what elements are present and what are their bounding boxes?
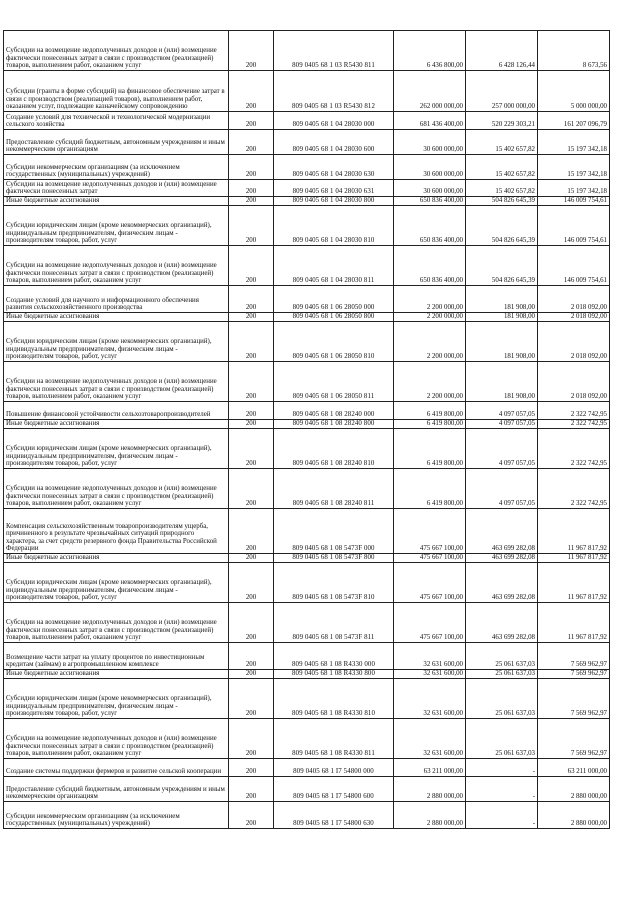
row-approved-cell: 30 600 000,00 <box>394 130 466 155</box>
row-executed-cell: 25 061 637,03 <box>466 719 538 759</box>
row-name-cell: Субсидии юридическим лицам (кроме некоммерческих организаций), индивидуальным предпринимателям, физическим лицам - производителям товаров, работ, услуг <box>4 322 229 362</box>
row-approved-cell: 475 667 100,00 <box>394 509 466 554</box>
row-name-cell: Иные бюджетные ассигнования <box>4 554 229 563</box>
row-approved-cell: 650 836 400,00 <box>394 206 466 246</box>
row-approved-cell: 475 667 100,00 <box>394 563 466 603</box>
row-executed-cell: 181 908,00 <box>466 286 538 313</box>
row-name-cell: Субсидии на возмещение недополученных доходов и (или) возмещение фактически понесенных затрат в связи с производством (реализацией) товаров, выполнением работ, оказанием услуг <box>4 362 229 402</box>
row-unexecuted-cell: 7 569 962,97 <box>538 679 610 719</box>
row-approved-cell: 475 667 100,00 <box>394 554 466 563</box>
table-row <box>4 130 610 155</box>
row-code-cell: 200 <box>229 554 274 563</box>
row-approved-cell: 63 211 000,00 <box>394 759 466 777</box>
table-row <box>4 759 610 777</box>
row-unexecuted-cell: 2 322 742,95 <box>538 429 610 469</box>
row-code-cell: 200 <box>229 313 274 322</box>
row-executed-cell: 181 908,00 <box>466 322 538 362</box>
row-executed-cell: 504 826 645,39 <box>466 206 538 246</box>
row-name-cell: Создание системы поддержки фермеров и развитие сельской кооперации <box>4 759 229 777</box>
row-executed-cell: 181 908,00 <box>466 313 538 322</box>
row-budget-code-cell: 809 0405 68 1 03 R5430 811 <box>274 31 394 71</box>
table-row <box>4 563 610 603</box>
table-row <box>4 180 610 197</box>
row-code-cell: 200 <box>229 679 274 719</box>
row-name-cell: Субсидии на возмещение недополученных доходов и (или) возмещение фактически понесенных затрат в связи с производством (реализацией) товаров, выполнением работ, оказанием услуг <box>4 603 229 643</box>
row-budget-code-cell: 809 0405 68 1 08 5473F 800 <box>274 554 394 563</box>
row-unexecuted-cell: 15 197 342,18 <box>538 130 610 155</box>
row-budget-code-cell: 809 0405 68 1 04 28030 811 <box>274 246 394 286</box>
row-budget-code-cell: 809 0405 68 1 06 28050 811 <box>274 362 394 402</box>
row-executed-cell: 504 826 645,39 <box>466 197 538 206</box>
row-name-cell: Предоставление субсидий бюджетным, автономным учреждениям и иным некоммерческим организациям <box>4 777 229 802</box>
row-name-cell: Субсидии некоммерческим организациям (за исключением государственных (муниципальных) учреждений) <box>4 802 229 829</box>
row-approved-cell: 32 631 600,00 <box>394 670 466 679</box>
row-budget-code-cell: 809 0405 68 1 04 28030 000 <box>274 112 394 130</box>
row-unexecuted-cell: 2 322 742,95 <box>538 402 610 420</box>
table-row <box>4 719 610 759</box>
row-name-cell: Субсидии на возмещение недополученных доходов и (или) возмещение фактически понесенных затрат в связи с производством (реализацией) товаров, выполнением работ, оказанием услуг <box>4 31 229 71</box>
budget-execution-table <box>3 30 610 829</box>
row-budget-code-cell: 809 0405 68 1 06 28050 000 <box>274 286 394 313</box>
row-code-cell: 200 <box>229 112 274 130</box>
row-approved-cell: 2 200 000,00 <box>394 362 466 402</box>
row-name-cell: Субсидии (гранты в форме субсидий) на финансовое обеспечение затрат в связи с производством (реализацией товаров), выполнением работ, оказанием услуг, подлежащие казначейскому сопровождению <box>4 71 229 112</box>
row-executed-cell: 463 699 282,08 <box>466 603 538 643</box>
row-name-cell: Субсидии на возмещение недополученных доходов и (или) возмещение фактически понесенных затрат <box>4 180 229 197</box>
table-row <box>4 246 610 286</box>
row-budget-code-cell: 809 0405 68 1 03 R5430 812 <box>274 71 394 112</box>
row-code-cell: 200 <box>229 509 274 554</box>
table-row <box>4 670 610 679</box>
row-budget-code-cell: 809 0405 68 1 08 R4330 810 <box>274 679 394 719</box>
row-name-cell: Субсидии на возмещение недополученных доходов и (или) возмещение фактически понесенных затрат в связи с производством (реализацией) товаров, выполнением работ, оказанием услуг <box>4 246 229 286</box>
row-approved-cell: 6 419 800,00 <box>394 469 466 509</box>
row-code-cell: 200 <box>229 643 274 670</box>
table-row <box>4 509 610 554</box>
row-unexecuted-cell: 146 009 754,61 <box>538 206 610 246</box>
row-code-cell: 200 <box>229 71 274 112</box>
table-row <box>4 402 610 420</box>
row-unexecuted-cell: 7 569 962,97 <box>538 670 610 679</box>
row-budget-code-cell: 809 0405 68 1 06 28050 810 <box>274 322 394 362</box>
row-executed-cell: 25 061 637,03 <box>466 679 538 719</box>
row-name-cell: Иные бюджетные ассигнования <box>4 313 229 322</box>
row-executed-cell: 504 826 645,39 <box>466 246 538 286</box>
row-budget-code-cell: 809 0405 68 1 04 28030 810 <box>274 206 394 246</box>
row-executed-cell: 6 428 126,44 <box>466 31 538 71</box>
row-approved-cell: 6 419 800,00 <box>394 420 466 429</box>
row-unexecuted-cell: 15 197 342,18 <box>538 155 610 180</box>
table-row <box>4 420 610 429</box>
row-approved-cell: 30 600 000,00 <box>394 180 466 197</box>
row-budget-code-cell: 809 0405 68 1 I7 54800 600 <box>274 777 394 802</box>
row-unexecuted-cell: 7 569 962,97 <box>538 643 610 670</box>
row-budget-code-cell: 809 0405 68 1 08 28240 000 <box>274 402 394 420</box>
row-code-cell: 200 <box>229 429 274 469</box>
row-approved-cell: 32 631 600,00 <box>394 679 466 719</box>
row-budget-code-cell: 809 0405 68 1 04 28030 630 <box>274 155 394 180</box>
table-row <box>4 31 610 71</box>
row-approved-cell: 2 200 000,00 <box>394 322 466 362</box>
row-code-cell: 200 <box>229 402 274 420</box>
row-code-cell: 200 <box>229 420 274 429</box>
row-approved-cell: 262 000 000,00 <box>394 71 466 112</box>
row-budget-code-cell: 809 0405 68 1 I7 54800 630 <box>274 802 394 829</box>
row-executed-cell: 15 402 657,82 <box>466 155 538 180</box>
row-code-cell: 200 <box>229 802 274 829</box>
row-executed-cell: 25 061 637,03 <box>466 643 538 670</box>
row-unexecuted-cell: 2 322 742,95 <box>538 420 610 429</box>
row-unexecuted-cell: 2 880 000,00 <box>538 802 610 829</box>
row-unexecuted-cell: 11 967 817,92 <box>538 554 610 563</box>
table-row <box>4 362 610 402</box>
row-name-cell: Предоставление субсидий бюджетным, автономным учреждениям и иным некоммерческим организациям <box>4 130 229 155</box>
row-executed-cell: 4 097 057,05 <box>466 420 538 429</box>
row-code-cell: 200 <box>229 603 274 643</box>
row-code-cell: 200 <box>229 197 274 206</box>
table-row <box>4 643 610 670</box>
row-executed-cell: 4 097 057,05 <box>466 429 538 469</box>
row-name-cell: Субсидии на возмещение недополученных доходов и (или) возмещение фактически понесенных затрат в связи с производством (реализацией) товаров, выполнением работ, оказанием услуг <box>4 719 229 759</box>
row-budget-code-cell: 809 0405 68 1 04 28030 800 <box>274 197 394 206</box>
row-unexecuted-cell: 11 967 817,92 <box>538 509 610 554</box>
row-executed-cell: 4 097 057,05 <box>466 402 538 420</box>
row-name-cell: Субсидии на возмещение недополученных доходов и (или) возмещение фактически понесенных затрат в связи с производством (реализацией) товаров, выполнением работ, оказанием услуг <box>4 469 229 509</box>
row-approved-cell: 2 880 000,00 <box>394 777 466 802</box>
row-unexecuted-cell: 63 211 000,00 <box>538 759 610 777</box>
row-budget-code-cell: 809 0405 68 1 04 28030 631 <box>274 180 394 197</box>
table-row <box>4 197 610 206</box>
row-unexecuted-cell: 146 009 754,61 <box>538 197 610 206</box>
table-row <box>4 71 610 112</box>
table-row <box>4 322 610 362</box>
row-name-cell: Субсидии юридическим лицам (кроме некоммерческих организаций), индивидуальным предпринимателям, физическим лицам - производителям товаров, работ, услуг <box>4 679 229 719</box>
row-name-cell: Повышение финансовой устойчивости сельхозтоваропроизводителей <box>4 402 229 420</box>
row-unexecuted-cell: 11 967 817,92 <box>538 563 610 603</box>
row-name-cell: Создание условий для научного и информационного обеспечения развития сельскохозяйственного производства <box>4 286 229 313</box>
row-code-cell: 200 <box>229 155 274 180</box>
row-code-cell: 200 <box>229 719 274 759</box>
row-name-cell: Возмещение части затрат на уплату процентов по инвестиционным кредитам (займам) в агропромышленном комплексе <box>4 643 229 670</box>
row-executed-cell: 463 699 282,08 <box>466 509 538 554</box>
row-code-cell: 200 <box>229 759 274 777</box>
row-code-cell: 200 <box>229 31 274 71</box>
row-approved-cell: 6 419 800,00 <box>394 429 466 469</box>
row-budget-code-cell: 809 0405 68 1 08 5473F 811 <box>274 603 394 643</box>
row-approved-cell: 32 631 600,00 <box>394 643 466 670</box>
row-executed-cell: 463 699 282,08 <box>466 554 538 563</box>
row-code-cell: 200 <box>229 180 274 197</box>
table-row <box>4 777 610 802</box>
row-approved-cell: 2 200 000,00 <box>394 313 466 322</box>
row-executed-cell: 257 000 000,00 <box>466 71 538 112</box>
row-executed-cell: 15 402 657,82 <box>466 130 538 155</box>
row-unexecuted-cell: 2 018 092,00 <box>538 313 610 322</box>
row-name-cell: Иные бюджетные ассигнования <box>4 670 229 679</box>
row-unexecuted-cell: 11 967 817,92 <box>538 603 610 643</box>
table-row <box>4 155 610 180</box>
row-budget-code-cell: 809 0405 68 1 08 R4330 800 <box>274 670 394 679</box>
row-executed-cell: 15 402 657,82 <box>466 180 538 197</box>
row-approved-cell: 650 836 400,00 <box>394 197 466 206</box>
row-unexecuted-cell: 2 018 092,00 <box>538 362 610 402</box>
table-row <box>4 112 610 130</box>
row-code-cell: 200 <box>229 469 274 509</box>
row-approved-cell: 681 436 400,00 <box>394 112 466 130</box>
row-code-cell: 200 <box>229 322 274 362</box>
row-approved-cell: 32 631 600,00 <box>394 719 466 759</box>
row-code-cell: 200 <box>229 563 274 603</box>
row-budget-code-cell: 809 0405 68 1 08 5473F 810 <box>274 563 394 603</box>
row-approved-cell: 650 836 400,00 <box>394 246 466 286</box>
row-name-cell: Субсидии юридическим лицам (кроме некоммерческих организаций), индивидуальным предпринимателям, физическим лицам - производителям товаров, работ, услуг <box>4 563 229 603</box>
row-code-cell: 200 <box>229 362 274 402</box>
row-budget-code-cell: 809 0405 68 1 06 28050 800 <box>274 313 394 322</box>
table-row <box>4 429 610 469</box>
row-budget-code-cell: 809 0405 68 1 04 28030 600 <box>274 130 394 155</box>
row-budget-code-cell: 809 0405 68 1 08 R4330 811 <box>274 719 394 759</box>
row-name-cell: Иные бюджетные ассигнования <box>4 420 229 429</box>
row-code-cell: 200 <box>229 130 274 155</box>
table-row <box>4 206 610 246</box>
row-budget-code-cell: 809 0405 68 1 08 28240 810 <box>274 429 394 469</box>
row-name-cell: Иные бюджетные ассигнования <box>4 197 229 206</box>
row-name-cell: Создание условий для технической и технологической модернизации сельского хозяйства <box>4 112 229 130</box>
row-unexecuted-cell: 2 018 092,00 <box>538 286 610 313</box>
table-row <box>4 554 610 563</box>
row-executed-cell: 463 699 282,08 <box>466 563 538 603</box>
row-executed-cell: 520 229 303,21 <box>466 112 538 130</box>
row-executed-cell: - <box>466 802 538 829</box>
row-code-cell: 200 <box>229 286 274 313</box>
row-executed-cell: - <box>466 759 538 777</box>
row-unexecuted-cell: 2 018 092,00 <box>538 322 610 362</box>
table-row <box>4 469 610 509</box>
row-unexecuted-cell: 146 009 754,61 <box>538 246 610 286</box>
row-unexecuted-cell: 5 000 000,00 <box>538 71 610 112</box>
row-name-cell: Субсидии некоммерческим организациям (за исключением государственных (муниципальных) учреждений) <box>4 155 229 180</box>
row-budget-code-cell: 809 0405 68 1 08 28240 800 <box>274 420 394 429</box>
row-budget-code-cell: 809 0405 68 1 08 28240 811 <box>274 469 394 509</box>
row-name-cell: Субсидии юридическим лицам (кроме некоммерческих организаций), индивидуальным предпринимателям, физическим лицам - производителям товаров, работ, услуг <box>4 429 229 469</box>
row-executed-cell: 181 908,00 <box>466 362 538 402</box>
row-code-cell: 200 <box>229 670 274 679</box>
row-name-cell: Компенсация сельскохозяйственным товаропроизводителям ущерба, причиненного в результате чрезвычайных ситуаций природного характера, за счет средств резервного фонда Правительства Российской Федерации <box>4 509 229 554</box>
table-row <box>4 603 610 643</box>
row-code-cell: 200 <box>229 777 274 802</box>
row-approved-cell: 30 600 000,00 <box>394 155 466 180</box>
row-approved-cell: 2 880 000,00 <box>394 802 466 829</box>
row-unexecuted-cell: 2 880 000,00 <box>538 777 610 802</box>
table-row <box>4 679 610 719</box>
row-budget-code-cell: 809 0405 68 1 08 5473F 000 <box>274 509 394 554</box>
row-approved-cell: 475 667 100,00 <box>394 603 466 643</box>
row-executed-cell: 4 097 057,05 <box>466 469 538 509</box>
row-name-cell: Субсидии юридическим лицам (кроме некоммерческих организаций), индивидуальным предпринимателям, физическим лицам - производителям товаров, работ, услуг <box>4 206 229 246</box>
row-budget-code-cell: 809 0405 68 1 08 R4330 000 <box>274 643 394 670</box>
table-body <box>4 31 610 829</box>
table-row <box>4 313 610 322</box>
row-budget-code-cell: 809 0405 68 1 I7 54800 000 <box>274 759 394 777</box>
row-unexecuted-cell: 2 322 742,95 <box>538 469 610 509</box>
row-executed-cell: 25 061 637,03 <box>466 670 538 679</box>
row-approved-cell: 2 200 000,00 <box>394 286 466 313</box>
row-approved-cell: 6 436 800,00 <box>394 31 466 71</box>
row-executed-cell: - <box>466 777 538 802</box>
row-unexecuted-cell: 7 569 962,97 <box>538 719 610 759</box>
row-unexecuted-cell: 8 673,56 <box>538 31 610 71</box>
row-approved-cell: 6 419 800,00 <box>394 402 466 420</box>
row-code-cell: 200 <box>229 246 274 286</box>
row-code-cell: 200 <box>229 206 274 246</box>
row-unexecuted-cell: 15 197 342,18 <box>538 180 610 197</box>
table-row <box>4 286 610 313</box>
row-unexecuted-cell: 161 207 096,79 <box>538 112 610 130</box>
table-row <box>4 802 610 829</box>
